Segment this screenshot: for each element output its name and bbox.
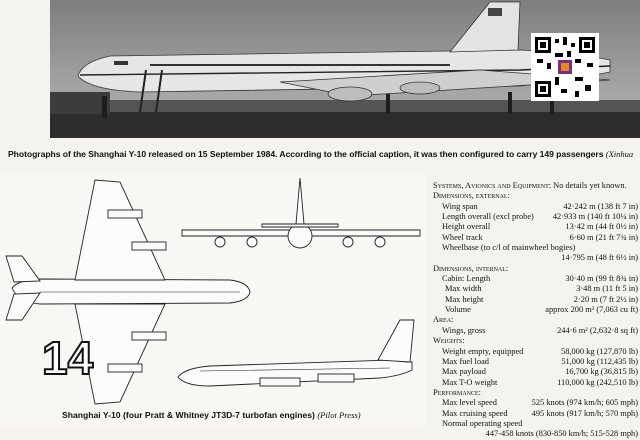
- spec-row: 14·795 m (48 ft 6½ in): [561, 253, 638, 263]
- systems-heading: Systems, Avionics and Equipment:: [433, 181, 552, 190]
- drawing-credit: (Pilot Press): [317, 410, 361, 420]
- qr-code-image: [531, 33, 599, 101]
- area-heading: Area:: [433, 315, 454, 325]
- spec-row: Cabin: Length 30·40 m (99 ft 8¾ in): [442, 274, 638, 284]
- spec-row: Max payload 16,700 kg (36,815 lb): [442, 367, 638, 377]
- spec-row: Max fuel load 51,000 kg (112,435 lb): [442, 356, 638, 366]
- systems-row: [433, 181, 638, 191]
- spec-row: Normal operating speed: [442, 418, 523, 428]
- dimensions-external-heading: Dimensions, external:: [433, 191, 510, 201]
- page-number: 14: [42, 332, 94, 384]
- spec-row: Height overall 13·42 m (44 ft 0½ in): [442, 222, 638, 232]
- spec-row: Max width 3·48 m (11 ft 5 in): [445, 284, 638, 294]
- specifications-column: [433, 181, 638, 440]
- spec-row: Wing span 42·242 m (138 ft 7 in): [442, 201, 638, 211]
- spec-row: Weight empty, equipped 58,000 kg (127,870 lb): [442, 346, 638, 356]
- spec-row: Wheel track 6·60 m (21 ft 7¾ in): [442, 232, 638, 242]
- spec-row: Wings, gross 244·6 m² (2,632·8 sq ft): [442, 325, 638, 335]
- systems-text: No details yet known.: [553, 181, 627, 190]
- spec-row: Max T-O weight 110,000 kg (242,510 lb): [442, 377, 638, 387]
- spec-row: Wheelbase (to c/l of mainwheel bogies): [442, 243, 576, 253]
- three-view-drawing: [0, 172, 426, 427]
- spec-row: Volume approx 200 m³ (7,063 cu ft): [445, 305, 638, 315]
- spec-row: Max level speed 525 knots (974 km/h; 605 mph): [442, 398, 638, 408]
- spec-row: Max height 2·20 m (7 ft 2½ in): [445, 294, 638, 304]
- photo-credit: (Xinhua: [605, 149, 634, 159]
- spec-row: 447-458 knots (830-850 km/h; 515-528 mph): [485, 429, 638, 439]
- drawing-caption: Shanghai Y-10 (four Pratt & Whitney JT3D-7 turbofan engines) (Pilot Press): [62, 410, 361, 420]
- spec-row: Length overall (excl probe) 42·933 m (140 ft 10¼ in): [442, 212, 638, 222]
- spec-row: Max cruising speed 495 knots (917 km/h; 570 mph): [442, 408, 638, 418]
- performance-heading: Performance:: [433, 387, 481, 397]
- photo-caption: Photographs of the Shanghai Y-10 released on 15 September 1984. According to the official caption, it was then configured to carry 149 passengers (Xinhua: [8, 149, 634, 159]
- dimensions-internal-heading: Dimensions, internal:: [433, 263, 509, 273]
- weights-heading: Weights:: [433, 336, 465, 346]
